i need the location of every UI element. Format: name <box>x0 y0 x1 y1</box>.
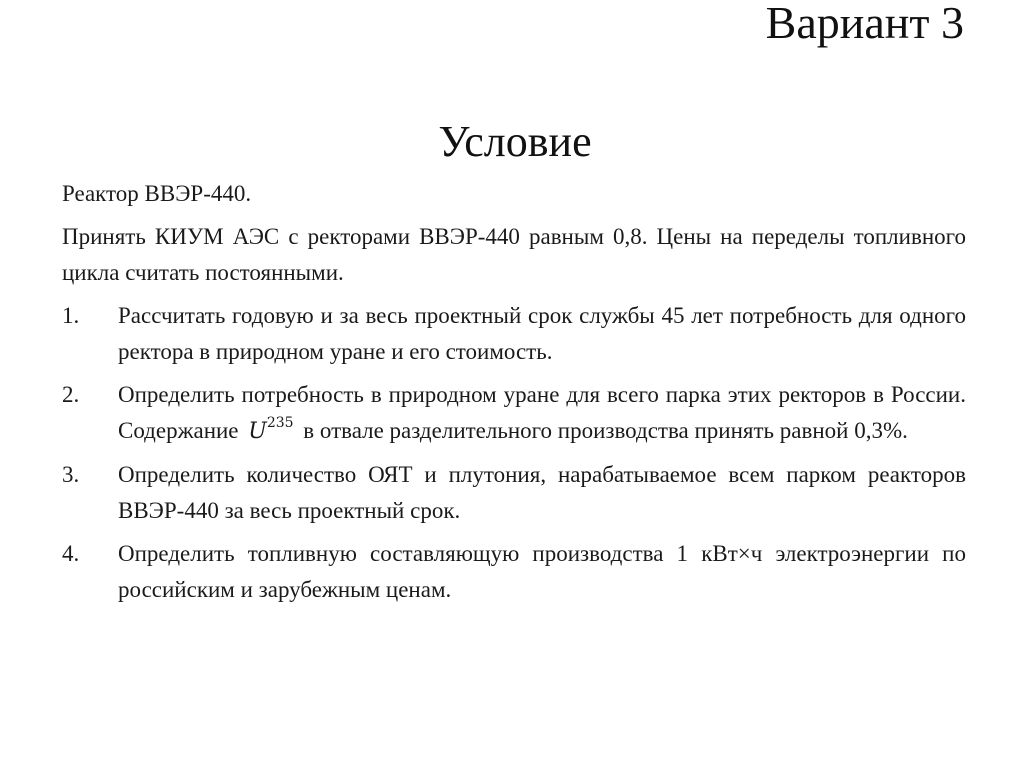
slide-content <box>62 176 966 615</box>
task-text-before: Определить потребность в природном уране для всего парка этих ректоров в России. Содержание <box>118 382 966 443</box>
task-text: Определить количество ОЯТ и плутония, нарабатываемое всем парком реакторов ВВЭР-440 за весь проектный срок. <box>118 462 966 523</box>
task-item-1 <box>62 298 966 370</box>
task-list <box>62 298 966 608</box>
task-text: Рассчитать годовую и за весь проектный срок службы 45 лет потребность для одного ректора в природном уране и его стоимость. <box>118 303 966 364</box>
task-number: 4. <box>62 541 80 566</box>
task-text-after: в отвале разделительного производства принять равной 0,3%. <box>303 418 908 443</box>
uranium-235-formula <box>244 415 297 444</box>
task-number: 2. <box>62 382 80 407</box>
task-number: 3. <box>62 462 80 487</box>
intro-reactor: Реактор ВВЭР-440. <box>62 181 252 206</box>
variant-title: Вариант 3 <box>765 0 964 48</box>
intro-assumptions: Принять КИУМ АЭС с ректорами ВВЭР-440 равным 0,8. Цены на переделы топливного цикла считать постоянными. <box>62 224 966 285</box>
task-item-3 <box>62 457 966 529</box>
condition-title: Условие <box>438 117 592 166</box>
formula-superscript: 235 <box>266 415 294 431</box>
task-text: Определить топливную составляющую производства 1 кВт×ч электроэнергии по российским и зарубежным ценам. <box>118 541 966 602</box>
task-item-2 <box>62 377 966 450</box>
task-number: 1. <box>62 303 80 328</box>
task-item-4 <box>62 536 966 608</box>
formula-base: U <box>248 419 267 444</box>
